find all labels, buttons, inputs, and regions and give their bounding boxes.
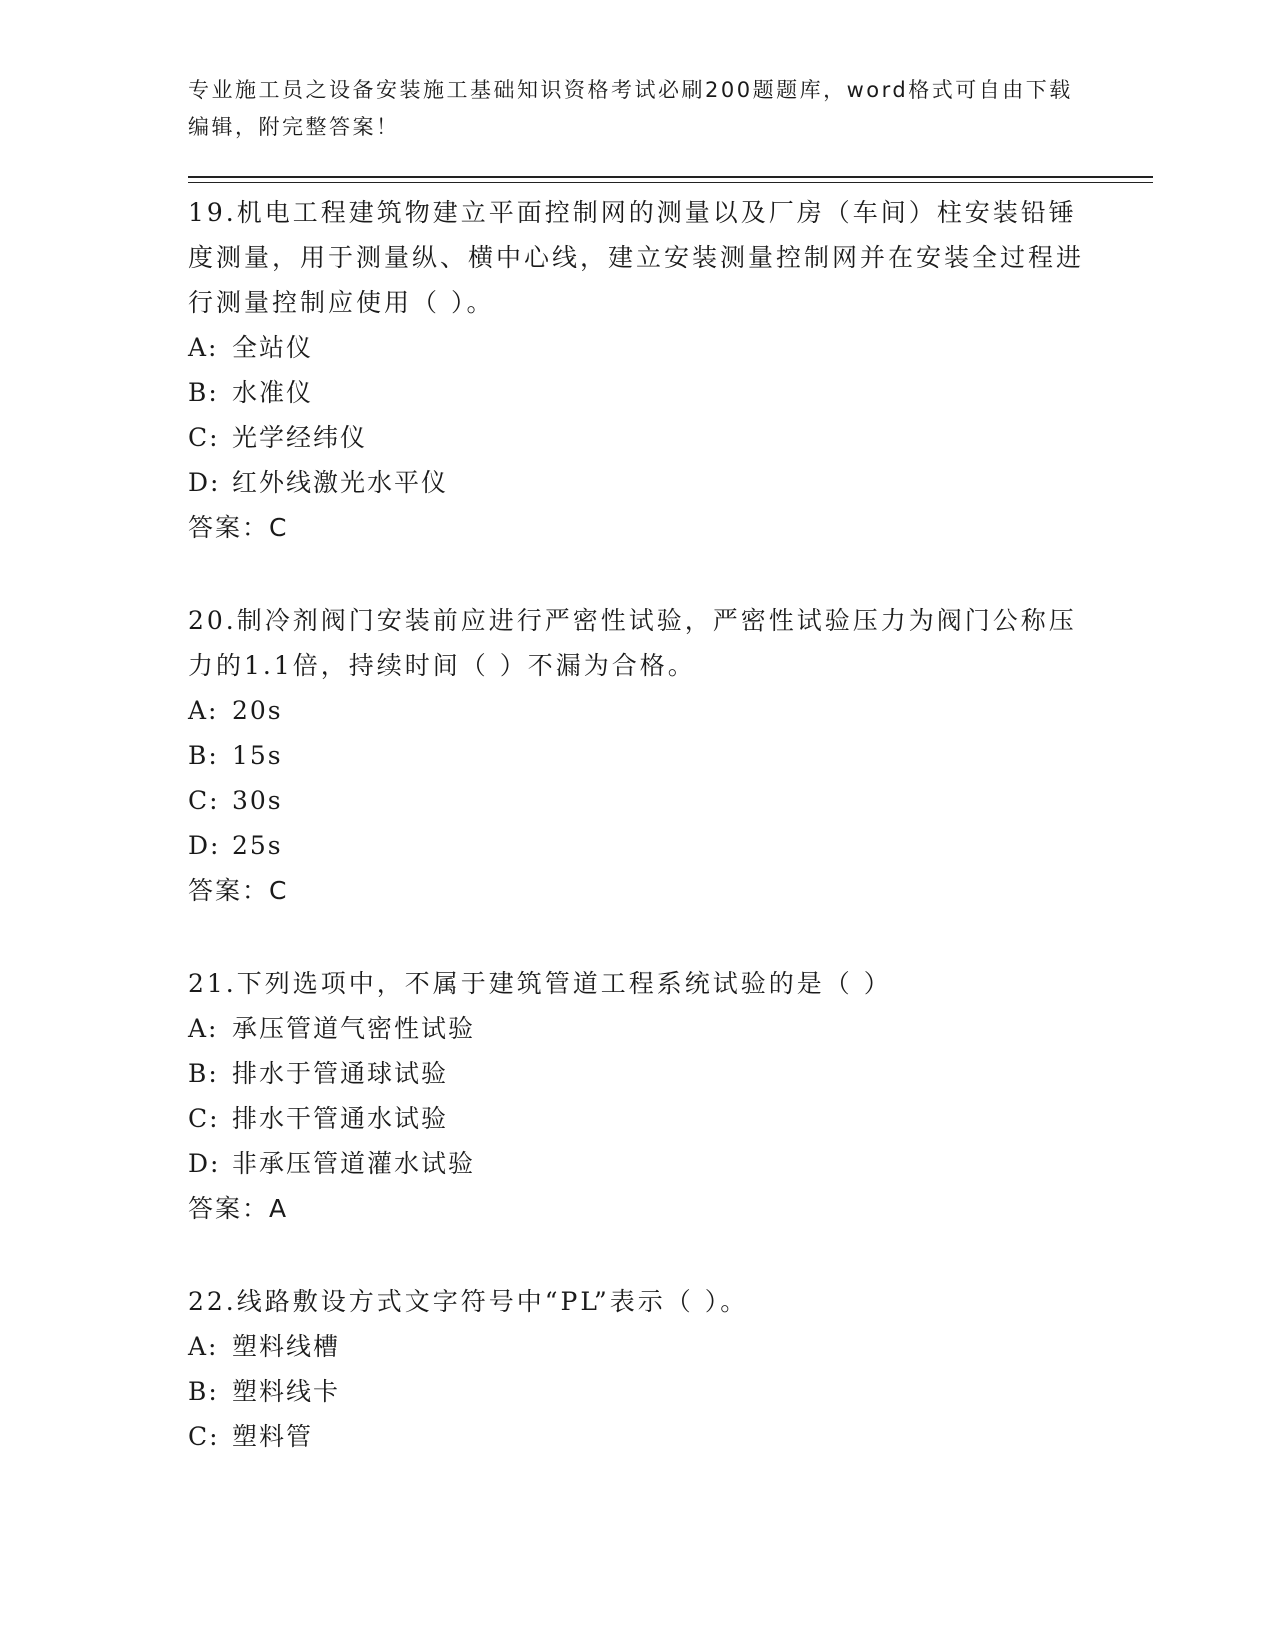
option-label: A: xyxy=(188,696,219,725)
option-label: D: xyxy=(188,1149,221,1178)
option-label: B: xyxy=(188,1377,219,1406)
option-a xyxy=(188,325,1088,370)
option-label: C: xyxy=(188,1422,220,1451)
option-b xyxy=(188,370,1088,415)
header-rule-thin xyxy=(188,182,1153,183)
option-c xyxy=(188,1414,1088,1459)
option-label: B: xyxy=(188,378,219,407)
answer-line: 答案：A xyxy=(188,1194,289,1223)
question-block xyxy=(188,598,1088,913)
option-label: C: xyxy=(188,786,220,815)
option-label: C: xyxy=(188,423,220,452)
option-label: B: xyxy=(188,1059,219,1088)
option-label: A: xyxy=(188,1332,219,1361)
question-block xyxy=(188,190,1088,550)
option-text: 排水于管通球试验 xyxy=(232,1059,449,1088)
question-stem: 20.制冷剂阀门安装前应进行严密性试验，严密性试验压力为阀门公称压力的1.1倍，持续时间（ ）不漏为合格。 xyxy=(188,606,1077,680)
option-d xyxy=(188,823,1088,868)
option-text: 红外线激光水平仪 xyxy=(232,468,449,497)
header-rule-thick xyxy=(188,176,1153,178)
option-text: 15s xyxy=(232,741,283,770)
option-text: 水准仪 xyxy=(232,378,314,407)
question-stem: 22.线路敷设方式文字符号中“PL”表示（ ）。 xyxy=(188,1287,749,1316)
option-a xyxy=(188,1006,1088,1051)
answer-line: 答案：C xyxy=(188,876,289,905)
option-b xyxy=(188,1369,1088,1414)
option-label: A: xyxy=(188,1014,219,1043)
question-stem: 19.机电工程建筑物建立平面控制网的测量以及厂房（车间）柱安装铅锤度测量，用于测量纵、横中心线，建立安装测量控制网并在安装全过程进行测量控制应使用（ ）。 xyxy=(188,198,1085,317)
option-label: C: xyxy=(188,1104,220,1133)
option-c xyxy=(188,778,1088,823)
option-text: 塑料管 xyxy=(232,1422,314,1451)
option-text: 20s xyxy=(232,696,283,725)
option-d xyxy=(188,1141,1088,1186)
option-text: 光学经纬仪 xyxy=(232,423,368,452)
question-block xyxy=(188,1279,1088,1459)
question-stem: 21.下列选项中，不属于建筑管道工程系统试验的是（ ） xyxy=(188,969,892,998)
answer-line: 答案：C xyxy=(188,513,289,542)
question-spacer xyxy=(188,913,1088,961)
option-text: 塑料线卡 xyxy=(232,1377,341,1406)
option-d xyxy=(188,460,1088,505)
option-label: B: xyxy=(188,741,219,770)
option-a xyxy=(188,1324,1088,1369)
question-spacer xyxy=(188,550,1088,598)
option-text: 非承压管道灌水试验 xyxy=(232,1149,476,1178)
option-b xyxy=(188,1051,1088,1096)
option-text: 承压管道气密性试验 xyxy=(232,1014,476,1043)
option-c xyxy=(188,415,1088,460)
option-label: A: xyxy=(188,333,219,362)
option-text: 30s xyxy=(232,786,283,815)
option-text: 全站仪 xyxy=(232,333,314,362)
question-list xyxy=(188,190,1088,1459)
option-text: 塑料线槽 xyxy=(232,1332,341,1361)
option-label: D: xyxy=(188,468,221,497)
option-b xyxy=(188,733,1088,778)
question-spacer xyxy=(188,1231,1088,1279)
document-header: 专业施工员之设备安装施工基础知识资格考试必刷200题题库，word格式可自由下载编辑，附完整答案！ xyxy=(188,78,1073,139)
option-label: D: xyxy=(188,831,221,860)
question-block xyxy=(188,961,1088,1231)
option-text: 25s xyxy=(232,831,283,860)
option-text: 排水干管通水试验 xyxy=(232,1104,449,1133)
option-c xyxy=(188,1096,1088,1141)
option-a xyxy=(188,688,1088,733)
